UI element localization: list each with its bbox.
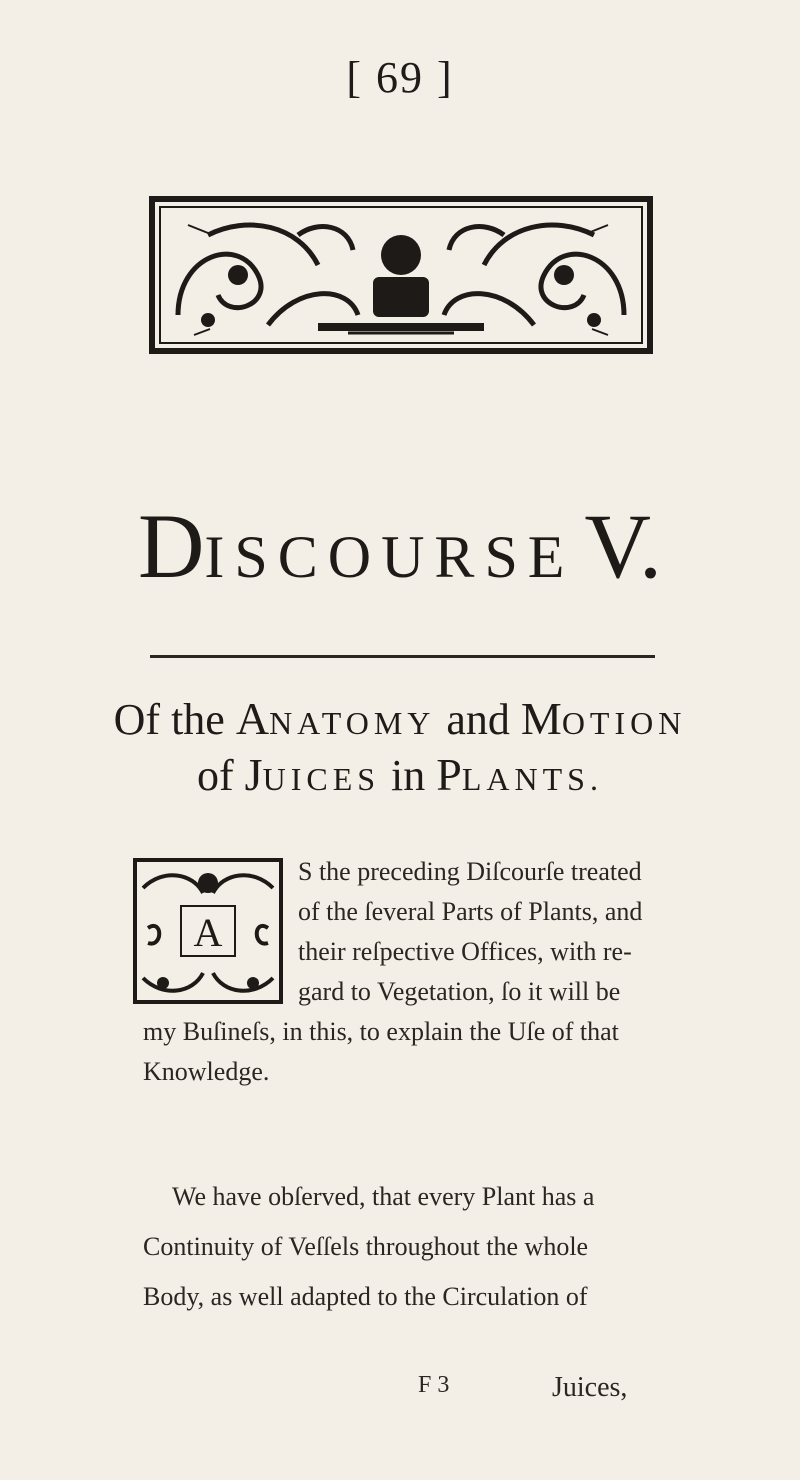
catchword: Juices, [552, 1372, 628, 1403]
title-rule [150, 655, 655, 658]
subtitle-word: Of the [113, 695, 225, 744]
page-number: [ 69 ] [346, 53, 454, 102]
initial-letter: A [193, 910, 223, 955]
subtitle-smallcaps: NATOMY [269, 705, 436, 741]
subtitle-word: and [446, 695, 510, 744]
paragraph-1-line-2: of the ſeveral Parts of Plants, and [298, 897, 643, 926]
paragraph-1-line-3: their reſpective Offices, with re- [298, 937, 632, 966]
subtitle-smallcaps: OTION [561, 705, 687, 741]
paragraph-2-line-3: Body, as well adapted to the Circulation of [143, 1282, 588, 1311]
subtitle-smallcaps: LANTS. [461, 761, 603, 797]
paragraph-1-line-1: S the preceding Diſcourſe treated [298, 857, 642, 886]
discourse-word: ISCOURSE [204, 524, 575, 590]
subtitle-smallcaps: UICES [262, 761, 381, 797]
subtitle-line-1 [0, 692, 800, 745]
subtitle-word: of [197, 751, 234, 800]
paragraph-1-line-5: my Buſineſs, in this, to explain the Uſe of that [143, 1017, 619, 1046]
paragraph-1-line-4: gard to Vegetation, ſo it will be [298, 977, 621, 1006]
paragraph-1-line-6: Knowledge. [143, 1057, 270, 1086]
signature-mark: F 3 [418, 1372, 450, 1398]
subtitle-cap: A [235, 693, 270, 744]
ornamental-headpiece [148, 195, 654, 355]
subtitle-cap: M [520, 693, 562, 744]
decorated-initial [133, 858, 283, 1004]
paragraph-2-line-1: We have obſerved, that every Plant has a [172, 1182, 595, 1211]
discourse-title [0, 495, 800, 597]
subtitle-cap: J [244, 749, 263, 800]
discourse-initial: D [137, 495, 205, 597]
subtitle-line-2 [0, 748, 800, 801]
subtitle-word: in [391, 751, 426, 800]
paragraph-2-line-2: Continuity of Veſſels throughout the whole [143, 1232, 589, 1261]
discourse-numeral: V. [584, 495, 663, 597]
subtitle-cap: P [436, 749, 462, 800]
